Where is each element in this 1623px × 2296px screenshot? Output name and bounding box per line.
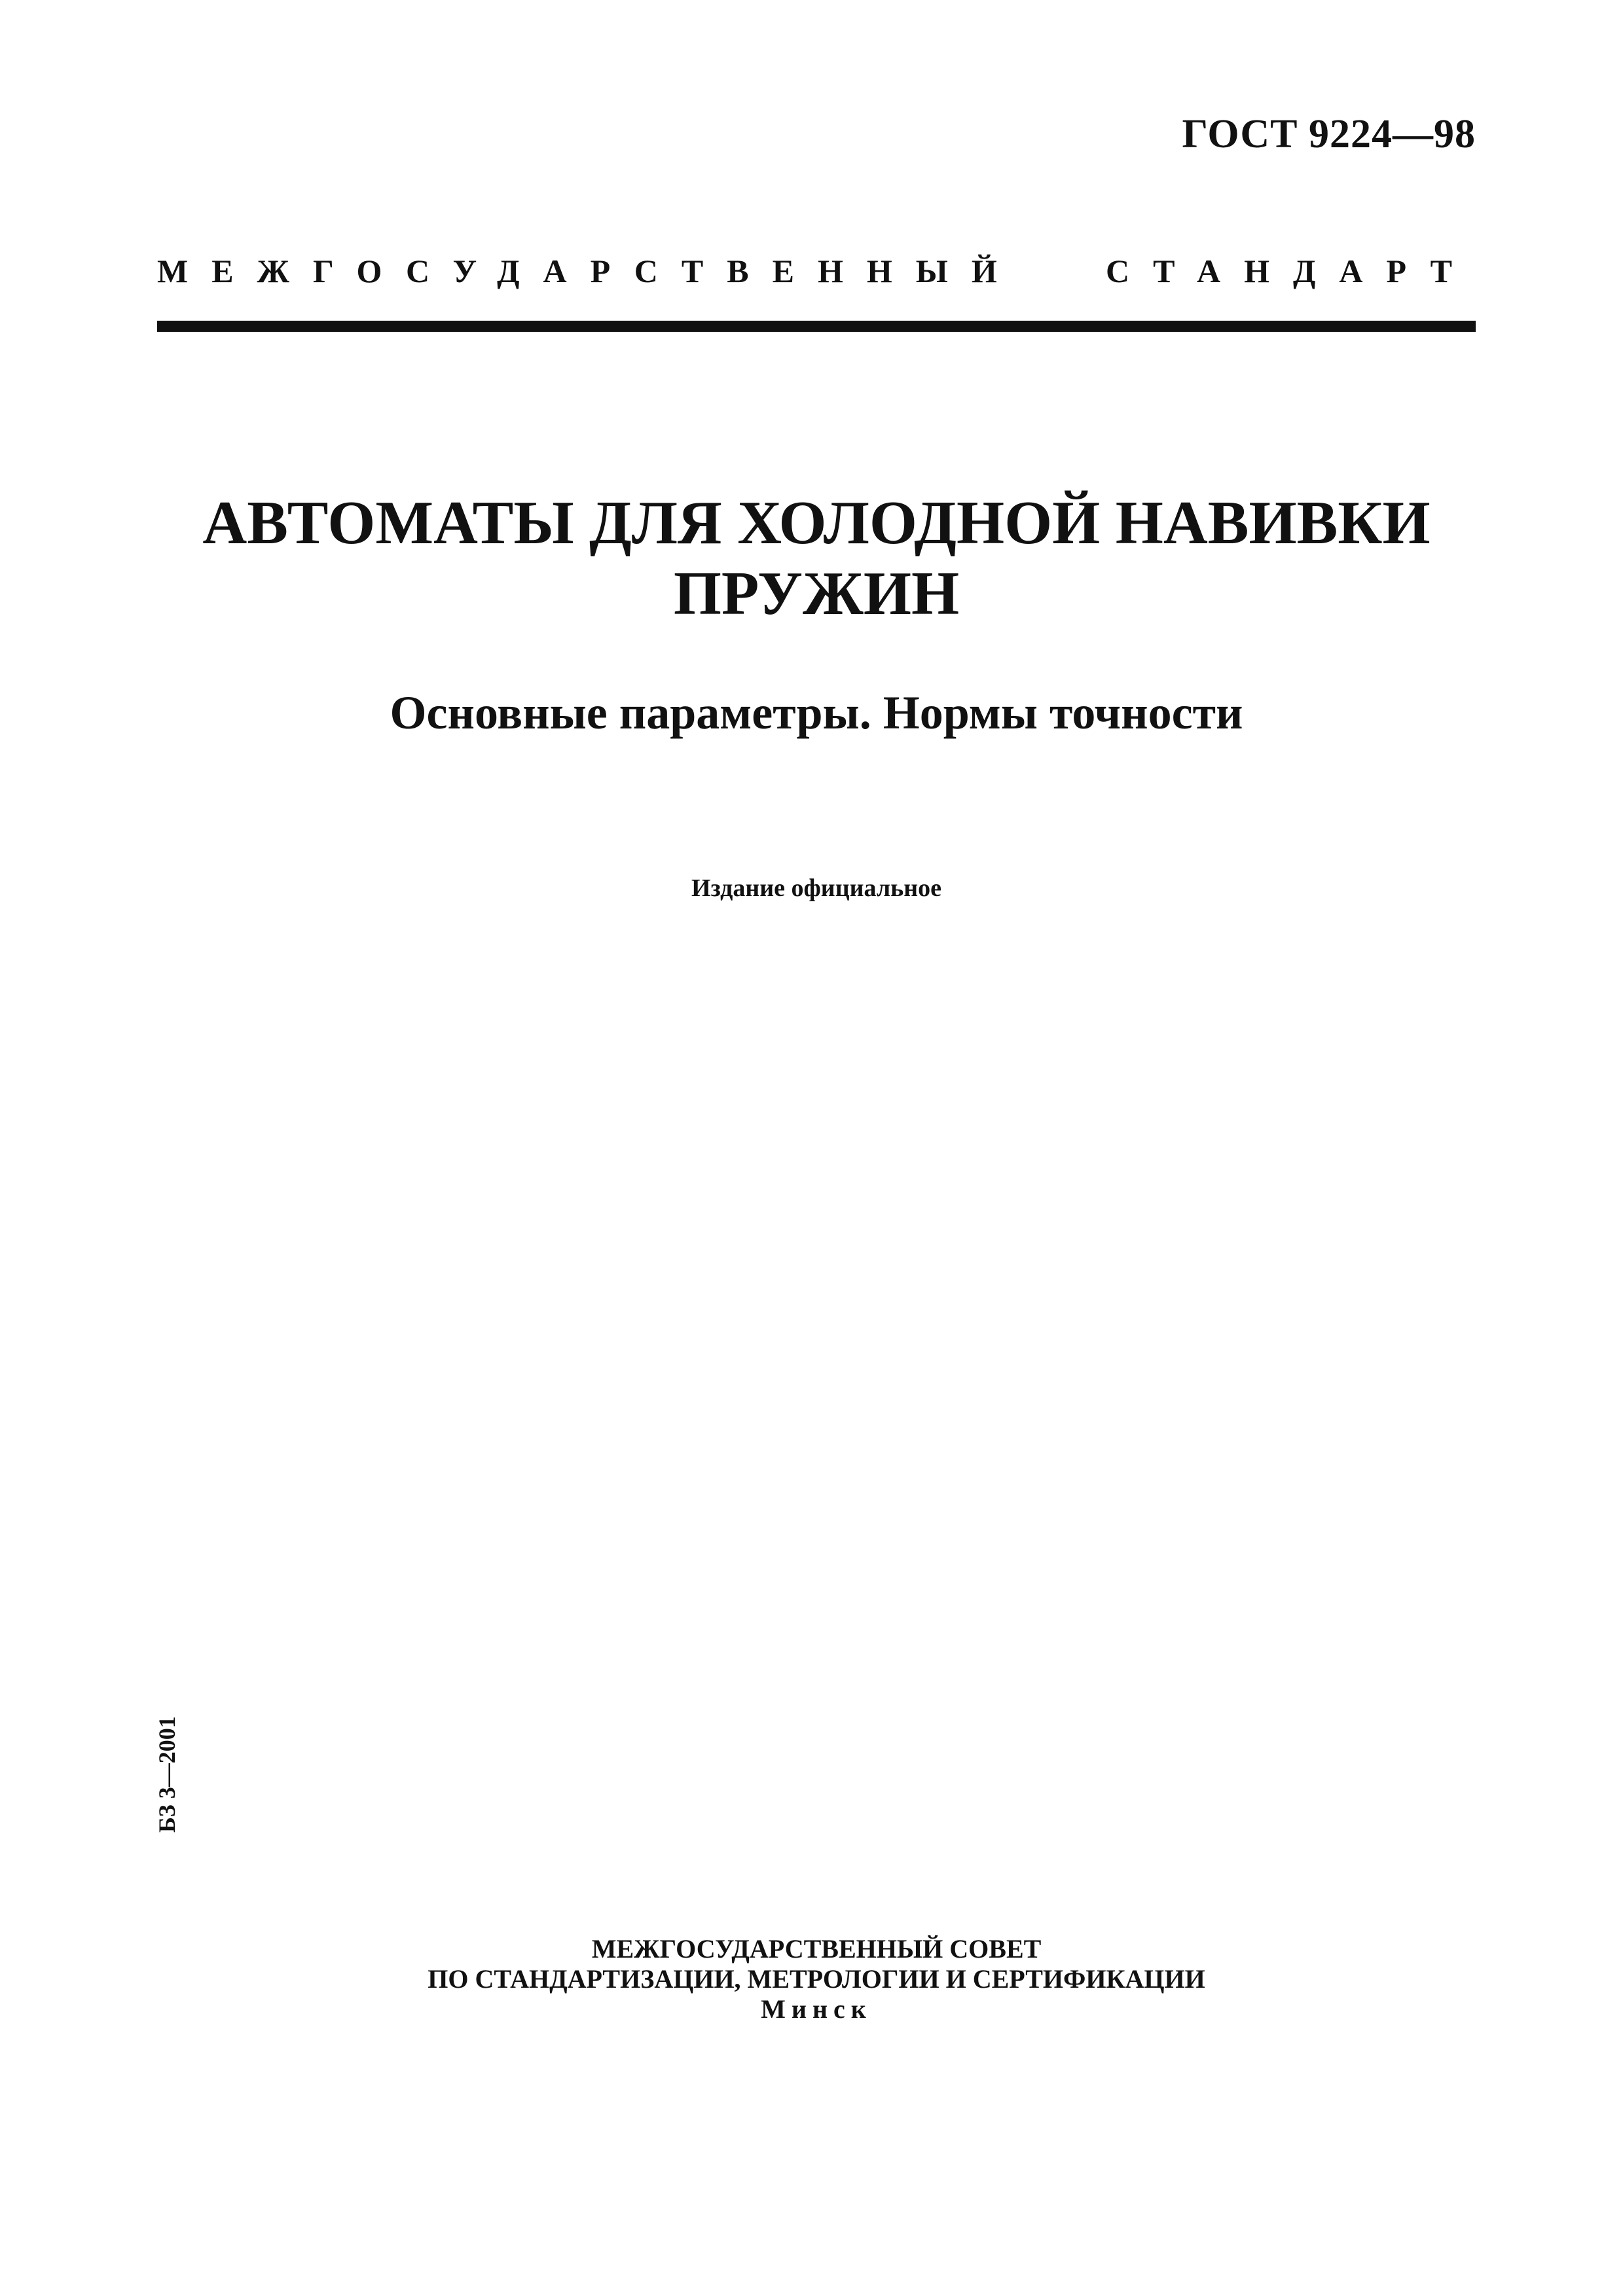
publisher-block [157,1934,1476,2024]
document-subtitle: Основные параметры. Нормы точности [390,687,1243,739]
gost-number: ГОСТ 9224—98 [1182,112,1476,156]
header-divider [157,321,1476,332]
standard-type-heading: МЕЖГОСУДАРСТВЕННЫЙ СТАНДАРТ [157,253,1476,289]
document-title-line-2: ПРУЖИН [673,560,960,628]
publisher-city: Минск [761,1994,872,2024]
publisher-line-1: МЕЖГОСУДАРСТВЕННЫЙ СОВЕТ [591,1934,1042,1964]
edition-note: Издание официальное [691,874,941,902]
publisher-line-2: ПО СТАНДАРТИЗАЦИИ, МЕТРОЛОГИИ И СЕРТИФИКАЦИИ [428,1964,1205,1994]
document-title-line-1: АВТОМАТЫ ДЛЯ ХОЛОДНОЙ НАВИВКИ [202,489,1431,557]
catalog-code: БЗ 3—2001 [154,1716,180,1833]
document-title [157,488,1476,629]
